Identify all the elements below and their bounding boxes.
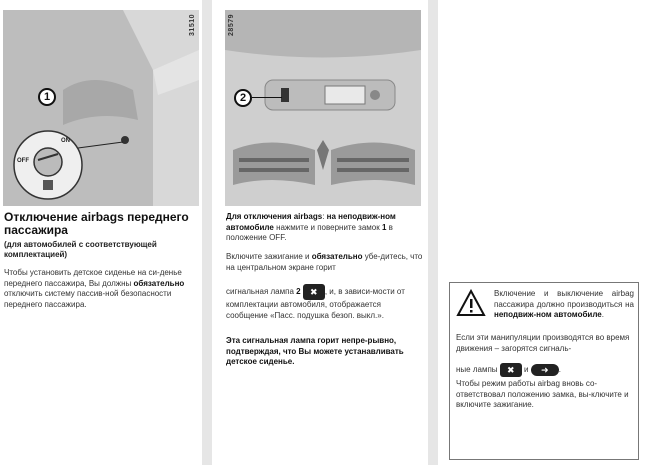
emphasis: Для отключения airbags [226, 212, 323, 221]
text: убе-дитесь, что на центральном экране горит [226, 252, 423, 272]
door-illustration [3, 10, 199, 206]
emphasis: 2 [296, 287, 301, 297]
col2-paragraph-4: Эта сигнальная лампа горит непре-рывно, подтверждая, что Вы можете устанавливать детское сиденье. [226, 336, 404, 366]
airbag-off-icon: ✖ [303, 284, 325, 300]
col1-paragraph [4, 268, 200, 310]
col2-paragraph-1 [226, 212, 424, 244]
warning-text-3 [456, 363, 634, 377]
text: . [558, 365, 561, 375]
airbag-warning-icon: ✖ [500, 363, 522, 377]
col2-paragraph-3 [226, 284, 424, 321]
section-subheading: (для автомобилей с соответствующей комплектацией) [4, 240, 157, 259]
emphasis: на неподвиж-ном автомобиле [226, 212, 396, 232]
warning-text-1 [494, 289, 634, 321]
callout-2-leader [252, 97, 282, 98]
text: : [322, 212, 327, 221]
text: Включите зажигание и [226, 252, 312, 261]
text: Чтобы установить детское сиденье на си-денье переднего пассажира, Вы должны [4, 268, 182, 288]
figure-code: 28579 [228, 14, 235, 36]
figure-dashboard-display [225, 10, 421, 206]
text: ные лампы [456, 365, 498, 375]
callout-1: 1 [38, 88, 56, 106]
warning-box [449, 282, 639, 460]
text: Включение и выключение airbag пассажира должно производиться на [494, 289, 634, 309]
text: нажмите и поверните замок [273, 222, 382, 232]
emphasis: обязательно [133, 278, 185, 288]
text: отключить систему пассив-ной безопасности переднего пассажира. [4, 289, 172, 309]
callout-2: 2 [234, 89, 252, 107]
figure-code: 31510 [189, 14, 196, 36]
dashboard-illustration [225, 10, 421, 206]
col2-paragraph-2 [226, 252, 424, 273]
text: сигнальная лампа [226, 287, 297, 297]
page-gutter-left [202, 0, 212, 465]
emphasis: обязательно [311, 252, 363, 261]
section-heading: Отключение airbags переднего пассажира [4, 210, 189, 237]
warning-triangle-icon [456, 289, 486, 317]
switch-label-on: ON [61, 138, 70, 144]
figure-door-airbag-switch [3, 10, 199, 206]
text: , и, в зависи-мости от комплектации автомобиля, отображается сообщение «Пасс. подушка безоп. выкл.». [226, 287, 405, 320]
airbag-status-icon: ➜ [531, 364, 559, 376]
warning-text-2: Если эти манипуляции производятся во время движения – загорятся сигналь- [456, 333, 630, 353]
text: . [601, 310, 604, 319]
switch-label-off: OFF [17, 158, 29, 164]
emphasis: неподвиж-ном автомобиле [494, 310, 602, 319]
page-gutter-right [428, 0, 438, 465]
emphasis: 1 [381, 222, 387, 232]
text: и [524, 365, 529, 375]
warning-text-4: Чтобы режим работы airbag вновь со-ответствовал положению замка, вы-ключите и включите зажигание. [456, 379, 629, 409]
text: в положение OFF. [226, 222, 393, 242]
